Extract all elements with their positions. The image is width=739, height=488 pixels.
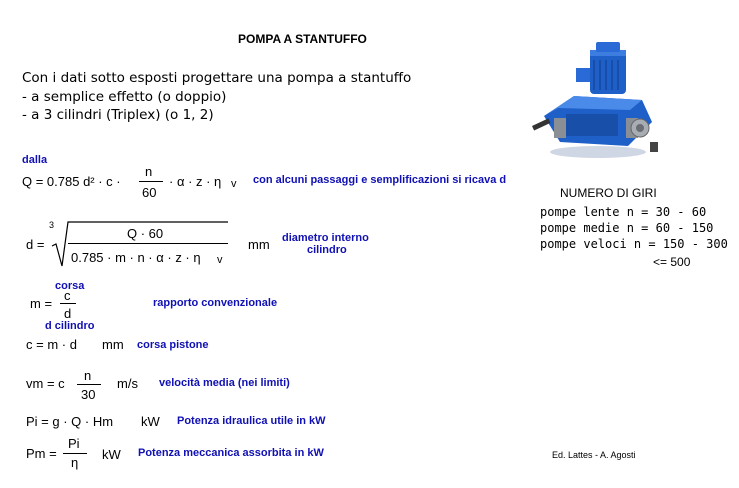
formula-q-note: con alcuni passaggi e semplificazioni si ricava d [253, 174, 507, 186]
formula-q-lhs: Q = 0.785 d² · c · [22, 174, 121, 189]
formula-q-tail: · α · z · η [169, 174, 222, 189]
formula-d-note-2: cilindro [307, 244, 347, 256]
formula-pm-den: η [71, 455, 79, 470]
formula-d-fraction-bar [68, 243, 228, 244]
formula-pm-num: Pi [68, 436, 80, 451]
giri-line-2: pompe medie n = 60 - 150 [540, 221, 714, 235]
formula-c-note: corsa pistone [137, 339, 209, 351]
intro-line-2: - a semplice effetto (o doppio) [22, 89, 227, 105]
formula-m-den: d [64, 306, 72, 321]
formula-vm-den: 30 [81, 387, 96, 402]
formula-m-label-bottom: d cilindro [45, 320, 95, 332]
formula-vm-fraction-bar [77, 384, 101, 385]
from-label: dalla [22, 154, 48, 166]
giri-title: NUMERO DI GIRI [560, 186, 657, 200]
giri-line-3: pompe veloci n = 150 - 300 [540, 237, 728, 251]
formula-pm-fraction-bar [63, 453, 87, 454]
formula-m-note: rapporto convenzionale [153, 297, 278, 309]
formula-pi-note: Potenza idraulica utile in kW [177, 415, 326, 427]
formula-pi-unit: kW [141, 414, 160, 429]
formula-vm-num: n [84, 368, 92, 383]
root-index: 3 [49, 220, 55, 230]
formula-d-unit: mm [248, 237, 270, 252]
formula-m-lhs: m = [30, 296, 53, 311]
formula-d-num: Q · 60 [127, 226, 164, 241]
formula-d-den: 0.785 · m · n · α · z · η [71, 250, 201, 265]
page-title: POMPA A STANTUFFO [238, 32, 367, 46]
formula-pm-unit: kW [102, 447, 121, 462]
intro-line-3: - a 3 cilindri (Triplex) (o 1, 2) [22, 107, 214, 123]
giri-line-1: pompe lente n = 30 - 60 [540, 205, 707, 219]
formula-pm-note: Potenza meccanica assorbita in kW [138, 447, 324, 459]
formula-m-fraction-bar [60, 303, 76, 304]
formula-q-sub: v [231, 178, 237, 190]
formula-pm-lhs: Pm = [26, 446, 57, 461]
formula-m-label-top: corsa [55, 280, 85, 292]
piston-pump-image [530, 38, 662, 163]
formula-c: c = m · d [26, 337, 77, 352]
formula-q-den: 60 [142, 185, 157, 200]
formula-q-num: n [145, 164, 153, 179]
credit: Ed. Lattes - A. Agosti [552, 450, 636, 460]
formula-m-num: c [64, 288, 71, 303]
formula-pi: Pi = g · Q · Hm [26, 414, 114, 429]
formula-vm-note: velocità media (nei limiti) [159, 377, 290, 389]
intro-line-1: Con i dati sotto esposti progettare una pompa a stantuffo [22, 70, 412, 86]
formula-c-unit: mm [102, 337, 124, 352]
formula-d-note-1: diametro interno [282, 232, 369, 244]
formula-vm-lhs: vm = c [26, 376, 65, 391]
formula-q-fraction-bar [139, 181, 163, 182]
giri-line-4: <= 500 [653, 255, 691, 269]
formula-d-den-sub: v [217, 254, 223, 266]
formula-vm-unit: m/s [117, 376, 138, 391]
formula-d-lhs: d = [26, 237, 45, 252]
